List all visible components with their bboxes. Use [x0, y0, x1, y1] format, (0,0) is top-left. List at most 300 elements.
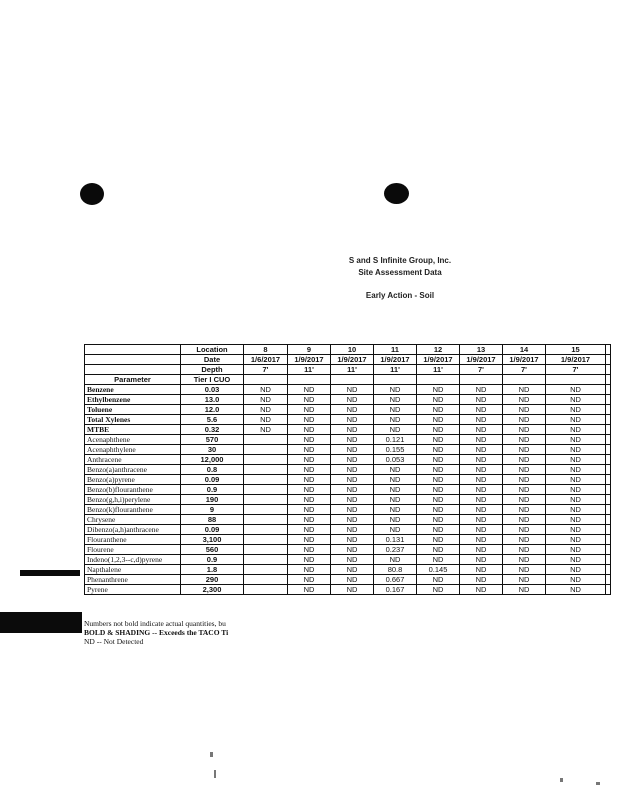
result-cell: ND: [374, 385, 417, 395]
result-cell: ND: [460, 565, 503, 575]
result-cell: ND: [417, 575, 460, 585]
result-cell: ND: [288, 495, 331, 505]
result-cell: ND: [331, 455, 374, 465]
result-cell: ND: [546, 455, 606, 465]
parameter-name: Benzene: [85, 385, 181, 395]
location-value: 14: [503, 345, 546, 355]
parameter-name: Phenanthrene: [85, 575, 181, 585]
result-cell: ND: [503, 535, 546, 545]
parameter-name: Flourene: [85, 545, 181, 555]
parameter-row: [85, 485, 611, 495]
result-cell: ND: [546, 495, 606, 505]
result-cell: ND: [460, 425, 503, 435]
result-cell: 0.053: [374, 455, 417, 465]
parameter-name: Napthalene: [85, 565, 181, 575]
result-cell: ND: [288, 585, 331, 595]
result-cell: ND: [417, 515, 460, 525]
result-cell: ND: [417, 545, 460, 555]
cuo-value: 2,300: [181, 585, 244, 595]
result-cell: ND: [417, 475, 460, 485]
parameter-name: Total Xylenes: [85, 415, 181, 425]
overflow-cell: [606, 565, 611, 575]
result-cell: [244, 545, 288, 555]
result-cell: ND: [331, 515, 374, 525]
overflow-cell: [606, 585, 611, 595]
blank-cell: [374, 375, 417, 385]
result-cell: ND: [460, 405, 503, 415]
result-cell: ND: [331, 385, 374, 395]
result-cell: ND: [460, 465, 503, 475]
location-row: [85, 345, 611, 355]
result-cell: ND: [546, 485, 606, 495]
cuo-value: 30: [181, 445, 244, 455]
blank-cell: [85, 345, 181, 355]
result-cell: [244, 565, 288, 575]
depth-value: 7': [546, 365, 606, 375]
result-cell: ND: [288, 425, 331, 435]
result-cell: ND: [331, 525, 374, 535]
blank-cell: [244, 375, 288, 385]
parameter-row: [85, 505, 611, 515]
parameter-name: Indeno(1,2,3--c,d)pyrene: [85, 555, 181, 565]
result-cell: ND: [374, 505, 417, 515]
cuo-value: 560: [181, 545, 244, 555]
result-cell: 80.8: [374, 565, 417, 575]
result-cell: ND: [331, 585, 374, 595]
note-bold-shading: BOLD & SHADING -- Exceeds the TACO Ti: [84, 628, 229, 637]
result-cell: ND: [546, 425, 606, 435]
result-cell: ND: [374, 555, 417, 565]
parameter-row: [85, 425, 611, 435]
depth-value: 7': [244, 365, 288, 375]
overflow-cell: [606, 345, 611, 355]
result-cell: ND: [503, 575, 546, 585]
result-cell: ND: [288, 455, 331, 465]
result-cell: ND: [503, 495, 546, 505]
overflow-cell: [606, 375, 611, 385]
location-value: 10: [331, 345, 374, 355]
result-cell: [244, 485, 288, 495]
date-row: [85, 355, 611, 365]
redaction-bar-lower: [0, 612, 82, 633]
note-quantities: Numbers not bold indicate actual quantities, bu: [84, 619, 226, 628]
cuo-header: Tier I CUO: [181, 375, 244, 385]
result-cell: [244, 445, 288, 455]
soil-data-table: [84, 344, 611, 595]
parameter-row: [85, 395, 611, 405]
parameter-name: Benzo(g,h,i)perylene: [85, 495, 181, 505]
result-cell: ND: [417, 435, 460, 445]
result-cell: ND: [503, 445, 546, 455]
result-cell: ND: [460, 395, 503, 405]
overflow-cell: [606, 445, 611, 455]
result-cell: ND: [503, 485, 546, 495]
cuo-value: 0.9: [181, 555, 244, 565]
overflow-cell: [606, 575, 611, 585]
result-cell: ND: [417, 585, 460, 595]
result-cell: [244, 525, 288, 535]
result-cell: ND: [417, 445, 460, 455]
result-cell: ND: [503, 545, 546, 555]
result-cell: ND: [331, 485, 374, 495]
result-cell: 0.145: [417, 565, 460, 575]
result-cell: ND: [460, 455, 503, 465]
cuo-value: 190: [181, 495, 244, 505]
result-cell: ND: [288, 575, 331, 585]
result-cell: ND: [503, 455, 546, 465]
result-cell: ND: [288, 535, 331, 545]
depth-label: Depth: [181, 365, 244, 375]
result-cell: ND: [546, 505, 606, 515]
parameter-name: Toluene: [85, 405, 181, 415]
result-cell: ND: [417, 535, 460, 545]
location-value: 8: [244, 345, 288, 355]
result-cell: ND: [288, 475, 331, 485]
result-cell: ND: [374, 525, 417, 535]
overflow-cell: [606, 485, 611, 495]
result-cell: ND: [546, 445, 606, 455]
date-value: 1/6/2017: [244, 355, 288, 365]
overflow-cell: [606, 465, 611, 475]
result-cell: [244, 535, 288, 545]
result-cell: ND: [288, 525, 331, 535]
result-cell: ND: [503, 565, 546, 575]
result-cell: ND: [546, 535, 606, 545]
parameter-row: [85, 445, 611, 455]
overflow-cell: [606, 475, 611, 485]
cuo-value: 0.03: [181, 385, 244, 395]
parameter-row: [85, 405, 611, 415]
note-nd: ND -- Not Detected: [84, 637, 144, 646]
result-cell: ND: [460, 385, 503, 395]
location-value: 9: [288, 345, 331, 355]
cuo-value: 12,000: [181, 455, 244, 465]
result-cell: ND: [460, 585, 503, 595]
result-cell: ND: [546, 465, 606, 475]
result-cell: ND: [244, 425, 288, 435]
result-cell: 0.237: [374, 545, 417, 555]
date-value: 1/9/2017: [546, 355, 606, 365]
result-cell: ND: [460, 545, 503, 555]
scan-speck: [214, 770, 216, 778]
result-cell: ND: [460, 515, 503, 525]
result-cell: ND: [503, 525, 546, 535]
parameter-name: Pyrene: [85, 585, 181, 595]
parameter-name: Benzo(a)pyrene: [85, 475, 181, 485]
result-cell: ND: [460, 445, 503, 455]
result-cell: ND: [417, 385, 460, 395]
result-cell: ND: [503, 385, 546, 395]
cuo-value: 12.0: [181, 405, 244, 415]
date-value: 1/9/2017: [460, 355, 503, 365]
cuo-value: 9: [181, 505, 244, 515]
result-cell: ND: [503, 585, 546, 595]
date-value: 1/9/2017: [503, 355, 546, 365]
result-cell: ND: [546, 475, 606, 485]
result-cell: ND: [417, 425, 460, 435]
date-value: 1/9/2017: [374, 355, 417, 365]
cuo-value: 13.0: [181, 395, 244, 405]
blank-cell: [503, 375, 546, 385]
result-cell: ND: [503, 555, 546, 565]
result-cell: ND: [460, 575, 503, 585]
overflow-cell: [606, 505, 611, 515]
punch-hole-right: [384, 183, 409, 204]
result-cell: ND: [331, 495, 374, 505]
cuo-value: 1.8: [181, 565, 244, 575]
result-cell: ND: [546, 395, 606, 405]
result-cell: ND: [503, 515, 546, 525]
punch-hole-left: [80, 183, 104, 205]
depth-value: 11': [331, 365, 374, 375]
result-cell: ND: [460, 495, 503, 505]
result-cell: ND: [331, 395, 374, 405]
result-cell: ND: [417, 555, 460, 565]
result-cell: ND: [460, 415, 503, 425]
parameter-name: Benzo(k)flouranthene: [85, 505, 181, 515]
date-value: 1/9/2017: [417, 355, 460, 365]
section-title: Early Action - Soil: [365, 291, 435, 300]
overflow-cell: [606, 535, 611, 545]
blank-cell: [85, 355, 181, 365]
result-cell: [244, 505, 288, 515]
result-cell: ND: [460, 555, 503, 565]
result-cell: ND: [417, 455, 460, 465]
result-cell: ND: [331, 545, 374, 555]
result-cell: ND: [460, 525, 503, 535]
result-cell: ND: [288, 545, 331, 555]
parameter-row: [85, 585, 611, 595]
result-cell: ND: [503, 405, 546, 415]
result-cell: ND: [503, 475, 546, 485]
location-value: 15: [546, 345, 606, 355]
parameter-row: [85, 575, 611, 585]
parameter-name: Anthracene: [85, 455, 181, 465]
parameter-row: [85, 495, 611, 505]
result-cell: ND: [331, 565, 374, 575]
depth-row: [85, 365, 611, 375]
parameter-row: [85, 555, 611, 565]
result-cell: ND: [417, 465, 460, 475]
overflow-cell: [606, 545, 611, 555]
result-cell: ND: [417, 395, 460, 405]
result-cell: ND: [288, 465, 331, 475]
overflow-cell: [606, 435, 611, 445]
result-cell: ND: [288, 505, 331, 515]
blank-cell: [85, 365, 181, 375]
result-cell: ND: [546, 525, 606, 535]
overflow-cell: [606, 525, 611, 535]
parameter-name: Chrysene: [85, 515, 181, 525]
cuo-value: 0.09: [181, 525, 244, 535]
result-cell: ND: [503, 425, 546, 435]
result-cell: ND: [331, 555, 374, 565]
result-cell: ND: [460, 485, 503, 495]
result-cell: [244, 455, 288, 465]
scan-speck: [596, 782, 600, 785]
result-cell: 0.155: [374, 445, 417, 455]
result-cell: ND: [374, 465, 417, 475]
result-cell: ND: [546, 565, 606, 575]
scan-speck: [560, 778, 563, 782]
company-name: S and S Infinite Group, Inc.: [348, 256, 452, 265]
result-cell: ND: [546, 385, 606, 395]
result-cell: ND: [374, 495, 417, 505]
result-cell: ND: [331, 465, 374, 475]
result-cell: ND: [417, 505, 460, 515]
result-cell: ND: [417, 495, 460, 505]
result-cell: [244, 435, 288, 445]
blank-cell: [288, 375, 331, 385]
cuo-value: 88: [181, 515, 244, 525]
overflow-cell: [606, 455, 611, 465]
overflow-cell: [606, 555, 611, 565]
parameter-row: [85, 565, 611, 575]
result-cell: ND: [417, 415, 460, 425]
result-cell: ND: [288, 395, 331, 405]
result-cell: ND: [288, 435, 331, 445]
result-cell: ND: [417, 525, 460, 535]
result-cell: ND: [331, 505, 374, 515]
parameter-row: [85, 545, 611, 555]
parameter-name: Dibenzo(a,h)anthracene: [85, 525, 181, 535]
location-value: 11: [374, 345, 417, 355]
result-cell: ND: [503, 505, 546, 515]
date-value: 1/9/2017: [331, 355, 374, 365]
parameter-row: [85, 385, 611, 395]
result-cell: [244, 495, 288, 505]
result-cell: ND: [460, 535, 503, 545]
blank-cell: [460, 375, 503, 385]
location-value: 13: [460, 345, 503, 355]
parameter-name: MTBE: [85, 425, 181, 435]
result-cell: ND: [244, 405, 288, 415]
result-cell: ND: [546, 575, 606, 585]
result-cell: ND: [546, 585, 606, 595]
parameter-name: Acenaphthylene: [85, 445, 181, 455]
depth-value: 7': [503, 365, 546, 375]
result-cell: ND: [244, 395, 288, 405]
result-cell: ND: [546, 515, 606, 525]
cuo-value: 0.09: [181, 475, 244, 485]
result-cell: ND: [288, 485, 331, 495]
result-cell: ND: [331, 475, 374, 485]
overflow-cell: [606, 405, 611, 415]
parameter-name: Acenaphthene: [85, 435, 181, 445]
result-cell: ND: [288, 515, 331, 525]
cuo-value: 3,100: [181, 535, 244, 545]
parameter-row: [85, 535, 611, 545]
result-cell: ND: [331, 445, 374, 455]
result-cell: ND: [417, 485, 460, 495]
parameter-name: Benzo(b)flouranthene: [85, 485, 181, 495]
scan-speck: [210, 752, 213, 757]
location-label: Location: [181, 345, 244, 355]
depth-value: 11': [374, 365, 417, 375]
result-cell: [244, 575, 288, 585]
result-cell: ND: [331, 435, 374, 445]
overflow-cell: [606, 365, 611, 375]
parameter-header: Parameter: [85, 375, 181, 385]
result-cell: ND: [503, 465, 546, 475]
parameter-row: [85, 475, 611, 485]
overflow-cell: [606, 425, 611, 435]
parameter-name: Ethylbenzene: [85, 395, 181, 405]
result-cell: ND: [374, 475, 417, 485]
blank-cell: [546, 375, 606, 385]
overflow-cell: [606, 385, 611, 395]
parameter-row: [85, 455, 611, 465]
cuo-value: 0.8: [181, 465, 244, 475]
depth-value: 7': [460, 365, 503, 375]
result-cell: ND: [546, 435, 606, 445]
overflow-cell: [606, 415, 611, 425]
result-cell: ND: [288, 445, 331, 455]
result-cell: ND: [331, 415, 374, 425]
cuo-value: 0.9: [181, 485, 244, 495]
result-cell: [244, 555, 288, 565]
overflow-cell: [606, 355, 611, 365]
result-cell: ND: [374, 395, 417, 405]
blank-cell: [331, 375, 374, 385]
parameter-row: [85, 465, 611, 475]
result-cell: 0.167: [374, 585, 417, 595]
result-cell: [244, 475, 288, 485]
parameter-row: [85, 435, 611, 445]
result-cell: ND: [374, 405, 417, 415]
result-cell: ND: [331, 405, 374, 415]
redaction-bar-upper: [20, 570, 80, 576]
cuo-value: 290: [181, 575, 244, 585]
result-cell: ND: [546, 555, 606, 565]
parameter-row: [85, 515, 611, 525]
result-cell: [244, 465, 288, 475]
document-subtitle: Site Assessment Data: [358, 268, 442, 277]
result-cell: ND: [374, 415, 417, 425]
result-cell: ND: [374, 485, 417, 495]
result-cell: ND: [503, 415, 546, 425]
result-cell: ND: [288, 415, 331, 425]
result-cell: ND: [460, 475, 503, 485]
result-cell: ND: [503, 395, 546, 405]
result-cell: ND: [331, 535, 374, 545]
result-cell: ND: [331, 575, 374, 585]
result-cell: ND: [288, 405, 331, 415]
result-cell: ND: [503, 435, 546, 445]
result-cell: ND: [460, 435, 503, 445]
depth-value: 11': [288, 365, 331, 375]
result-cell: ND: [374, 515, 417, 525]
result-cell: ND: [331, 425, 374, 435]
result-cell: ND: [244, 415, 288, 425]
location-value: 12: [417, 345, 460, 355]
parameter-header-row: [85, 375, 611, 385]
result-cell: ND: [374, 425, 417, 435]
result-cell: 0.121: [374, 435, 417, 445]
result-cell: ND: [288, 555, 331, 565]
notes-block: [84, 619, 228, 646]
result-cell: ND: [546, 545, 606, 555]
result-cell: ND: [244, 385, 288, 395]
result-cell: 0.131: [374, 535, 417, 545]
blank-cell: [417, 375, 460, 385]
result-cell: ND: [546, 415, 606, 425]
result-cell: [244, 585, 288, 595]
result-cell: ND: [417, 405, 460, 415]
parameter-name: Flouranthene: [85, 535, 181, 545]
depth-value: 11': [417, 365, 460, 375]
result-cell: ND: [460, 505, 503, 515]
